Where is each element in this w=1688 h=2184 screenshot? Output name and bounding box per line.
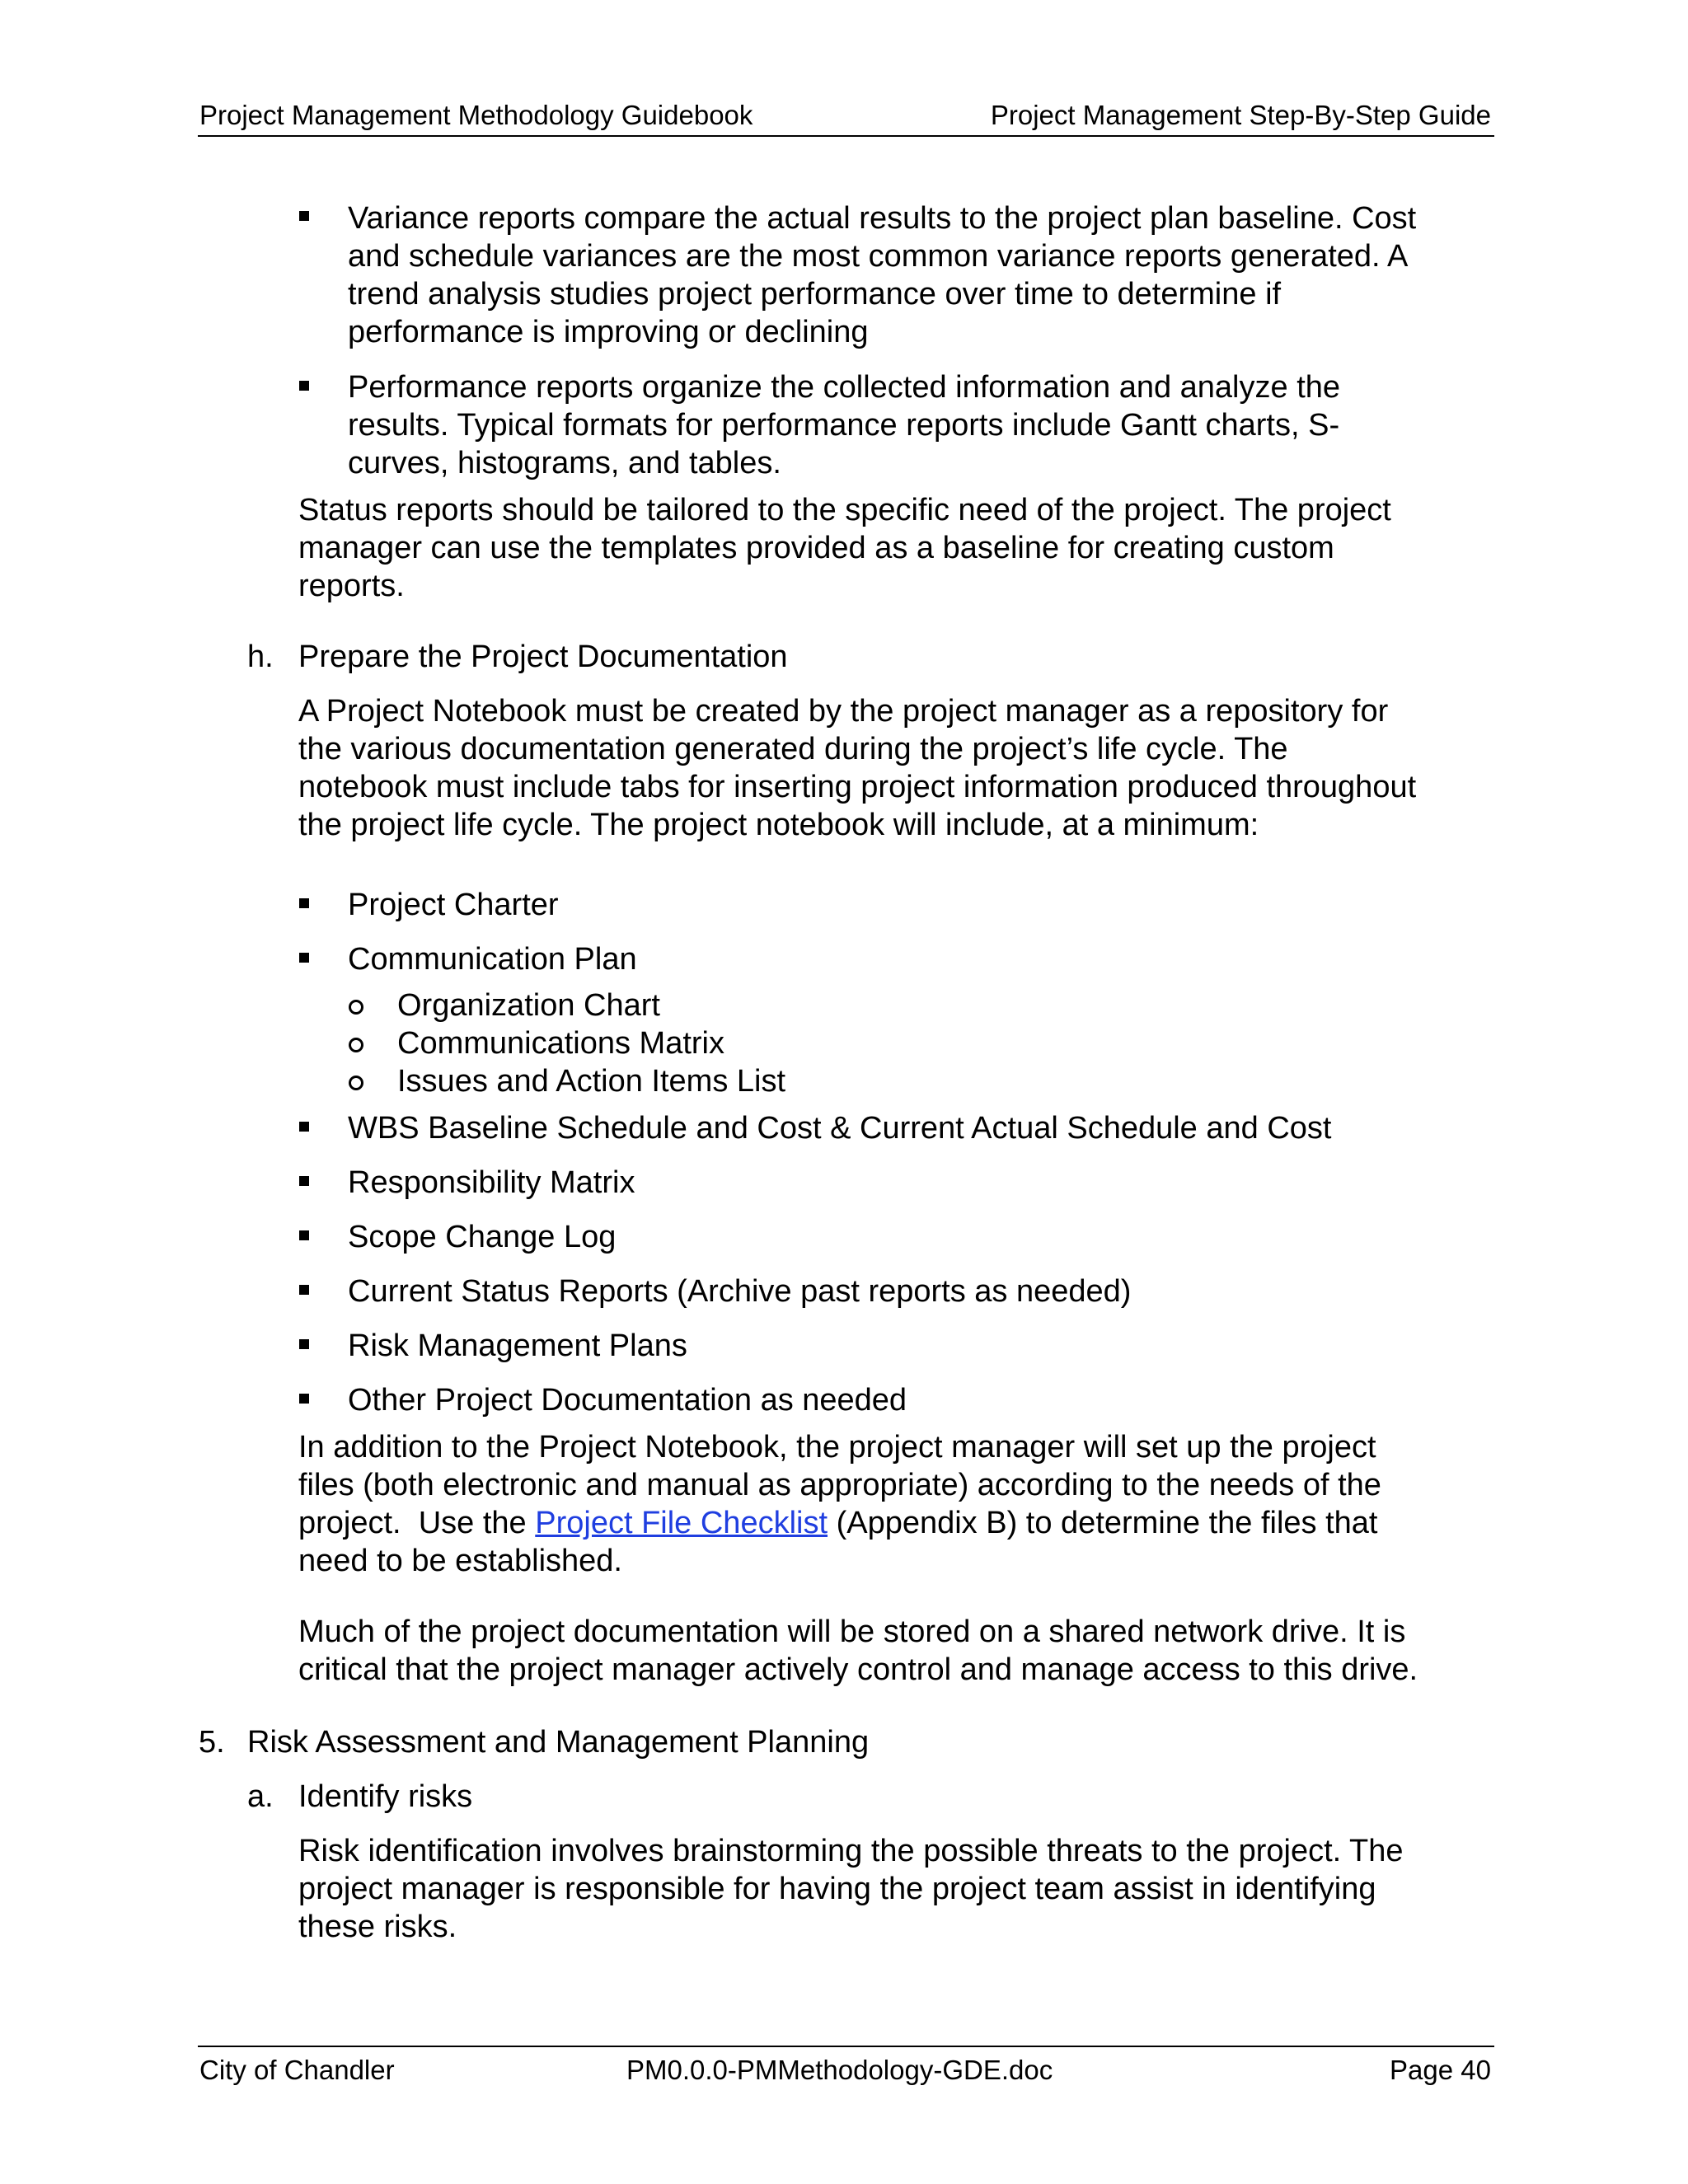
paragraph-line: In addition to the Project Notebook, the project manager will set up the project <box>298 1430 1376 1465</box>
bullet-square-icon <box>299 1394 309 1404</box>
page-footer <box>198 2046 1494 2092</box>
paragraph-line: these risks. <box>298 1910 457 1944</box>
bullet-text-line: trend analysis studies project performance over time to determine if <box>348 277 1282 312</box>
sub-list-item: Issues and Action Items List <box>397 1064 786 1099</box>
header-left: Project Management Methodology Guidebook <box>199 100 753 130</box>
hollow-circle-bullet-icon <box>349 1038 363 1052</box>
hollow-circle-bullet-icon <box>349 1000 363 1015</box>
paragraph-line: the project life cycle. The project notebook will include, at a minimum: <box>298 808 1259 842</box>
paragraph-line: A Project Notebook must be created by the project manager as a repository for <box>298 694 1389 729</box>
hollow-circle-bullet-icon <box>349 1076 363 1090</box>
bullet-square-icon <box>299 953 309 963</box>
list-item: WBS Baseline Schedule and Cost & Current Actual Schedule and Cost <box>348 1111 1332 1146</box>
paragraph-text: project. Use the <box>298 1506 536 1540</box>
section-heading: Risk Assessment and Management Planning <box>247 1725 870 1760</box>
project-file-checklist-link[interactable]: Project File Checklist <box>535 1506 828 1540</box>
bullet-square-icon <box>299 898 309 908</box>
list-item: Scope Change Log <box>348 1220 617 1254</box>
paragraph-line: critical that the project manager actively control and manage access to this drive. <box>298 1652 1418 1687</box>
paragraph-line: the various documentation generated during the project’s life cycle. The <box>298 732 1288 766</box>
list-item: Responsibility Matrix <box>348 1165 635 1200</box>
section-marker: 5. <box>199 1725 225 1760</box>
paragraph-line <box>298 1504 1377 1542</box>
footer-center: PM0.0.0-PMMethodology-GDE.doc <box>626 2055 1053 2085</box>
paragraph-line: manager can use the templates provided as a baseline for creating custom <box>298 531 1334 565</box>
sub-list-item: Organization Chart <box>397 988 660 1023</box>
section-marker: a. <box>247 1779 274 1814</box>
bullet-text-line: results. Typical formats for performance reports include Gantt charts, S- <box>348 408 1340 443</box>
footer-left: City of Chandler <box>199 2055 395 2085</box>
section-heading: Prepare the Project Documentation <box>298 640 788 674</box>
paragraph-line: project manager is responsible for having the project team assist in identifying <box>298 1872 1376 1906</box>
paragraph-line: Much of the project documentation will be stored on a shared network drive. It is <box>298 1615 1406 1649</box>
paragraph-line: files (both electronic and manual as appropriate) according to the needs of the <box>298 1468 1381 1502</box>
bullet-square-icon <box>299 1122 309 1132</box>
page-header <box>198 99 1494 137</box>
paragraph-line: Status reports should be tailored to the specific need of the project. The project <box>298 493 1391 527</box>
list-item: Project Charter <box>348 888 559 922</box>
paragraph-line: Risk identification involves brainstorming the possible threats to the project. The <box>298 1834 1404 1868</box>
page-number: Page 40 <box>1390 2055 1491 2085</box>
bullet-square-icon <box>299 1230 309 1240</box>
bullet-square-icon <box>299 1339 309 1349</box>
list-item: Current Status Reports (Archive past reports as needed) <box>348 1274 1132 1309</box>
bullet-square-icon <box>299 1176 309 1186</box>
section-heading: Identify risks <box>298 1779 473 1814</box>
section-marker: h. <box>247 640 274 674</box>
bullet-text-line: Performance reports organize the collected information and analyze the <box>348 370 1341 405</box>
bullet-square-icon <box>299 211 309 221</box>
list-item: Other Project Documentation as needed <box>348 1383 907 1418</box>
bullet-text-line: and schedule variances are the most common variance reports generated. A <box>348 239 1409 274</box>
bullet-text-line: curves, histograms, and tables. <box>348 446 781 480</box>
sub-list-item: Communications Matrix <box>397 1026 724 1061</box>
header-right: Project Management Step-By-Step Guide <box>990 100 1491 130</box>
bullet-square-icon <box>299 1285 309 1295</box>
bullet-square-icon <box>299 381 309 391</box>
bullet-text-line: performance is improving or declining <box>348 315 869 349</box>
list-item: Communication Plan <box>348 942 637 977</box>
paragraph-line: need to be established. <box>298 1544 622 1578</box>
paragraph-line: notebook must include tabs for inserting project information produced throughout <box>298 770 1417 804</box>
paragraph-text: (Appendix B) to determine the files that <box>828 1506 1378 1540</box>
list-item: Risk Management Plans <box>348 1329 687 1363</box>
paragraph-line: reports. <box>298 569 405 603</box>
bullet-text-line: Variance reports compare the actual results to the project plan baseline. Cost <box>348 201 1417 236</box>
